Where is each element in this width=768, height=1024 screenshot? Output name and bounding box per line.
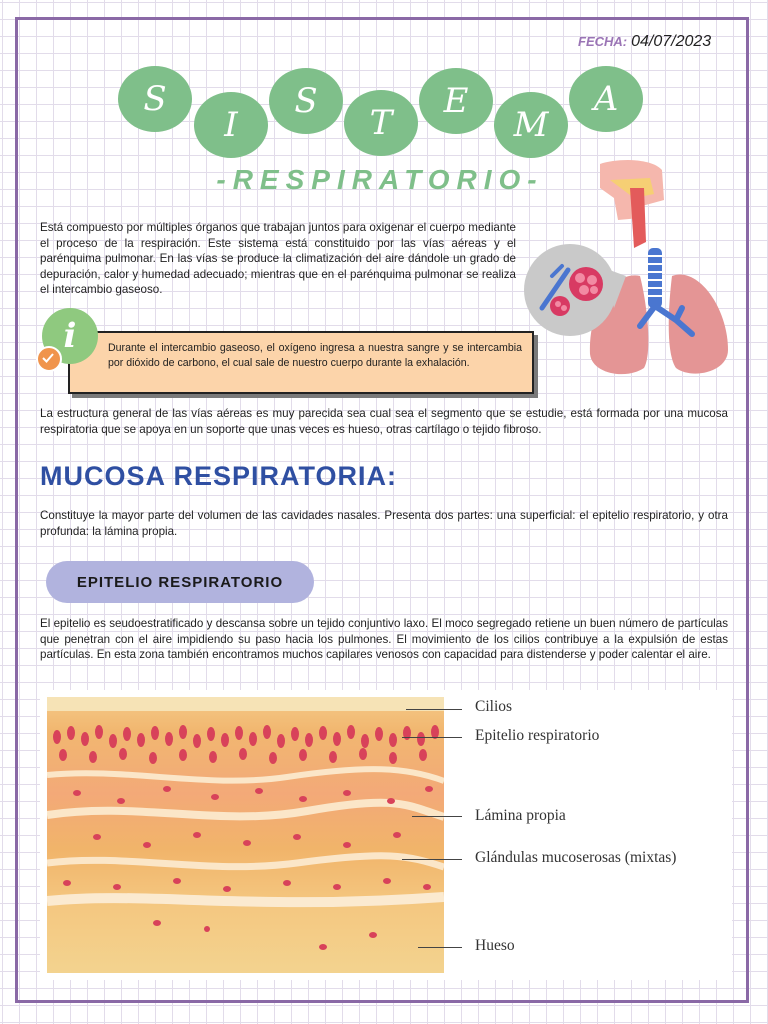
info-callout (68, 331, 534, 394)
date-value: 04/07/2023 (631, 33, 712, 50)
label-leader-line (412, 816, 462, 817)
title-letter: E (419, 68, 493, 134)
info-icon: i (42, 308, 98, 364)
alveoli-cluster (569, 267, 603, 301)
title-letter: A (569, 66, 643, 132)
label-cilios: Cilios (475, 698, 513, 715)
label-glandulas: Glándulas mucoserosas (mixtas) (475, 849, 677, 866)
title-letter: M (494, 92, 568, 158)
heading-epitelio-respiratorio (46, 561, 314, 603)
epitelio-paragraph: El epitelio es seudoestratificado y descansa sobre un tejido conjuntivo laxo. El moco segregado retiene un buen número de partículas que penetran con el aire impidiendo su paso hacia los pulmones. El movimiento de los cilios contribuye a la expulsión de estas partículas. En esta zona también encontramos muchos capilares venosos con capacidad para distenderse y poder calentar el aire. (40, 617, 728, 661)
label-lamina-propia: Lámina propia (475, 807, 566, 824)
label-leader-line (402, 859, 462, 860)
heading-mucosa-respiratoria: MUCOSA RESPIRATORIA: (40, 461, 398, 491)
label-hueso: Hueso (475, 937, 515, 954)
title-letter: I (194, 92, 268, 158)
structure-paragraph: La estructura general de las vías aéreas es muy parecida sea cual sea el segmento que se estudie, está formada por una mucosa respiratoria que se apoya en un soporte que unas veces es hueso, otras cartílago o tejido fibroso. (40, 407, 728, 436)
mucosa-paragraph: Constituye la mayor parte del volumen de las cavidades nasales. Presenta dos partes: una superficial: el epitelio respiratorio, y otra profunda: la lámina propia. (40, 509, 728, 538)
subtitle: -RESPIRATORIO- (216, 164, 544, 195)
intro-paragraph: Está compuesto por múltiples órganos que trabajan juntos para oxigenar el cuerpo mediante el proceso de la respiración. Este sistema está constituido por las vías aéreas y el parénquima pulmonar. En las vías se produce la climatización del aire dándole un grado de depuración, calor y humedad adecuado; mientras que en el parénquima pulmonar se realiza el intercambio gaseoso. (40, 221, 516, 296)
heading-epitelio-text: EPITELIO RESPIRATORIO (76, 573, 284, 591)
title-letter: T (344, 90, 418, 156)
label-leader-line (402, 737, 462, 738)
check-icon (36, 346, 62, 372)
alveoli-magnifier (524, 244, 616, 336)
histology-micrograph (47, 697, 444, 973)
title-letter: S (118, 66, 192, 132)
date-line (578, 33, 711, 51)
pharynx (630, 188, 646, 248)
respiratory-system-illustration (522, 158, 744, 380)
info-callout-text: Durante el intercambio gaseoso, el oxígeno ingresa a nuestra sangre y se intercambia por dióxido de carbono, el cual sale de nuestro cuerpo durante la exhalación. (108, 342, 522, 369)
title-letter: S (269, 68, 343, 134)
label-leader-line (406, 709, 462, 710)
label-epitelio-respiratorio: Epitelio respiratorio (475, 727, 600, 744)
date-label: FECHA: (578, 34, 628, 49)
label-leader-line (418, 947, 462, 948)
